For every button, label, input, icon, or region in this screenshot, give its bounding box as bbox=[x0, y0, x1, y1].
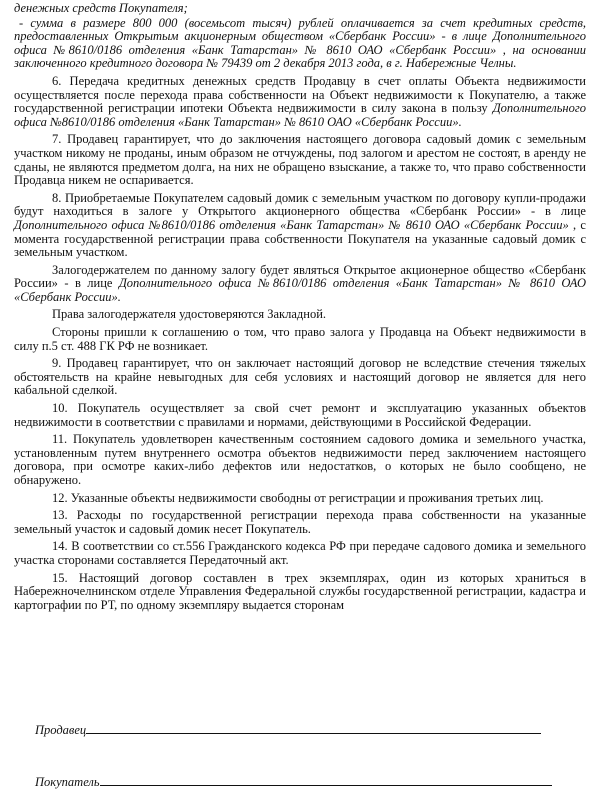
text-run: , с момента государственной регистрации права собственности Покупателя на указанные садовый домик с земельным участком. bbox=[14, 217, 586, 260]
text-run: 15. Настоящий договор составлен в трех экземплярах, один из которых храниться в Набережночелнинском отделе Управления Федеральной службы государственной регистрации, кадастра и картографии по РТ, по одному экземпляру выдается сторонам bbox=[14, 570, 586, 612]
intro-line bbox=[14, 2, 586, 16]
clause-9 bbox=[14, 357, 586, 398]
text-run: Дополнительного офиса №8610/0186 отделения «Банк Татарстан» № 8610 ОАО «Сбербанк России». bbox=[14, 101, 586, 129]
clause-6 bbox=[14, 75, 586, 129]
text-run: 14. В соответствии со ст.556 Гражданского кодекса РФ при передаче садового домика и земельного участка сторонами составляется Передаточный акт. bbox=[14, 539, 586, 567]
buyer-label: Покупатель bbox=[35, 775, 100, 789]
text-run: 6. Передача кредитных денежных средств Продавцу в счет оплаты Объекта недвижимости осуществляется после перехода права собственности на Объект недвижимости к Покупателю, а также государственной регистрации ипотеки Объекта недвижимости в силу закона в пользу bbox=[14, 73, 586, 116]
seller-signature-blank[interactable] bbox=[86, 723, 541, 734]
clause-11 bbox=[14, 433, 586, 487]
text-run: Дополнительного офиса №8610/0186 отделения «Банк Татарстан» № 8610 ОАО «Сбербанк России». bbox=[14, 276, 586, 304]
pledgee-rights bbox=[14, 308, 586, 322]
text-run: 10. Покупатель осуществляет за свой счет ремонт и эксплуатацию указанных объектов недвижимости в соответствии с правилами и нормами, действующими в Российской Федерации. bbox=[14, 401, 586, 429]
agreement-clause bbox=[14, 326, 586, 353]
text-run: 8. Приобретаемые Покупателем садовый домик с земельным участком по договору купли-продажи будут находиться в залоге у Открытого акционерного общества «Сбербанк России» - в лице bbox=[14, 190, 586, 219]
clause-15 bbox=[14, 572, 586, 613]
clause-14 bbox=[14, 540, 586, 567]
text-run: 9. Продавец гарантирует, что он заключает настоящий договор не вследствие стечения тяжелых обстоятельств на крайне невыгодных для себя условиях и настоящий договор не является для него кабальной сделкой. bbox=[14, 356, 586, 398]
clause-12 bbox=[14, 492, 586, 506]
contract-text bbox=[14, 2, 586, 612]
text-run: 11. Покупатель удовлетворен качественным состоянием садового домика и земельного участка, установленным путем внутреннего осмотра объектов недвижимости перед заключением настоящего договора, при осмотре каких-либо дефектов или недостатков, о которых не было сообщено, не обнаружено. bbox=[14, 432, 586, 487]
text-run: Стороны пришли к соглашению о том, что право залога у Продавца на Объект недвижимости в силу п.5 ст. 488 ГК РФ не возникает. bbox=[14, 325, 586, 353]
text-run: Дополнительного офиса №8610/0186 отделения «Банк Татарстан» № 8610 ОАО «Сбербанк России» bbox=[14, 217, 569, 232]
text-run: 12. Указанные объекты недвижимости свободны от регистрации и проживания третьих лиц. bbox=[52, 490, 544, 505]
clause-7 bbox=[14, 133, 586, 187]
buyer-signature-line bbox=[35, 775, 552, 790]
text-run: Залогодержателем по данному залогу будет являться Открытое акционерное общество «Сбербанк России» - в лице bbox=[14, 262, 586, 291]
text-run: 13. Расходы по государственной регистрации перехода права собственности на указанные земельный участок и садовый домик несет Покупатель. bbox=[14, 508, 586, 536]
text-run: денежных средств Покупателя; bbox=[14, 1, 188, 15]
credit-clause bbox=[14, 17, 586, 71]
clause-8 bbox=[14, 192, 586, 260]
seller-signature-line bbox=[35, 723, 541, 738]
text-run: Права залогодержателя удостоверяются Закладной. bbox=[52, 307, 327, 322]
clause-13 bbox=[14, 509, 586, 536]
pledgee-clause bbox=[14, 264, 586, 305]
text-run: - сумма в размере 800 000 (восемьсот тысяч) рублей оплачивается за счет кредитных средств, предоставленных Открытым акционерным обществом «Сбербанк России» - в лице Дополнительного офиса №8610/0186 отделения «Банк Татарстан» № 8610 ОАО «Сбербанк России» , на основании заключенного кредитного договора № 79439 от 2 декабря 2013 года, в г. Набережные Челны. bbox=[14, 15, 586, 71]
buyer-signature-blank[interactable] bbox=[100, 775, 552, 786]
clause-10 bbox=[14, 402, 586, 429]
text-run: 7. Продавец гарантирует, что до заключения настоящего договора садовый домик с земельным участком никому не проданы, иным образом не отчуждены, под залогом и арестом не состоят, в аренду не сданы, не являются предметом долга, на них не обращено взыскание, а также то, что право собственности Продавца никем не оспаривается. bbox=[14, 132, 586, 188]
seller-label: Продавец bbox=[35, 723, 87, 737]
